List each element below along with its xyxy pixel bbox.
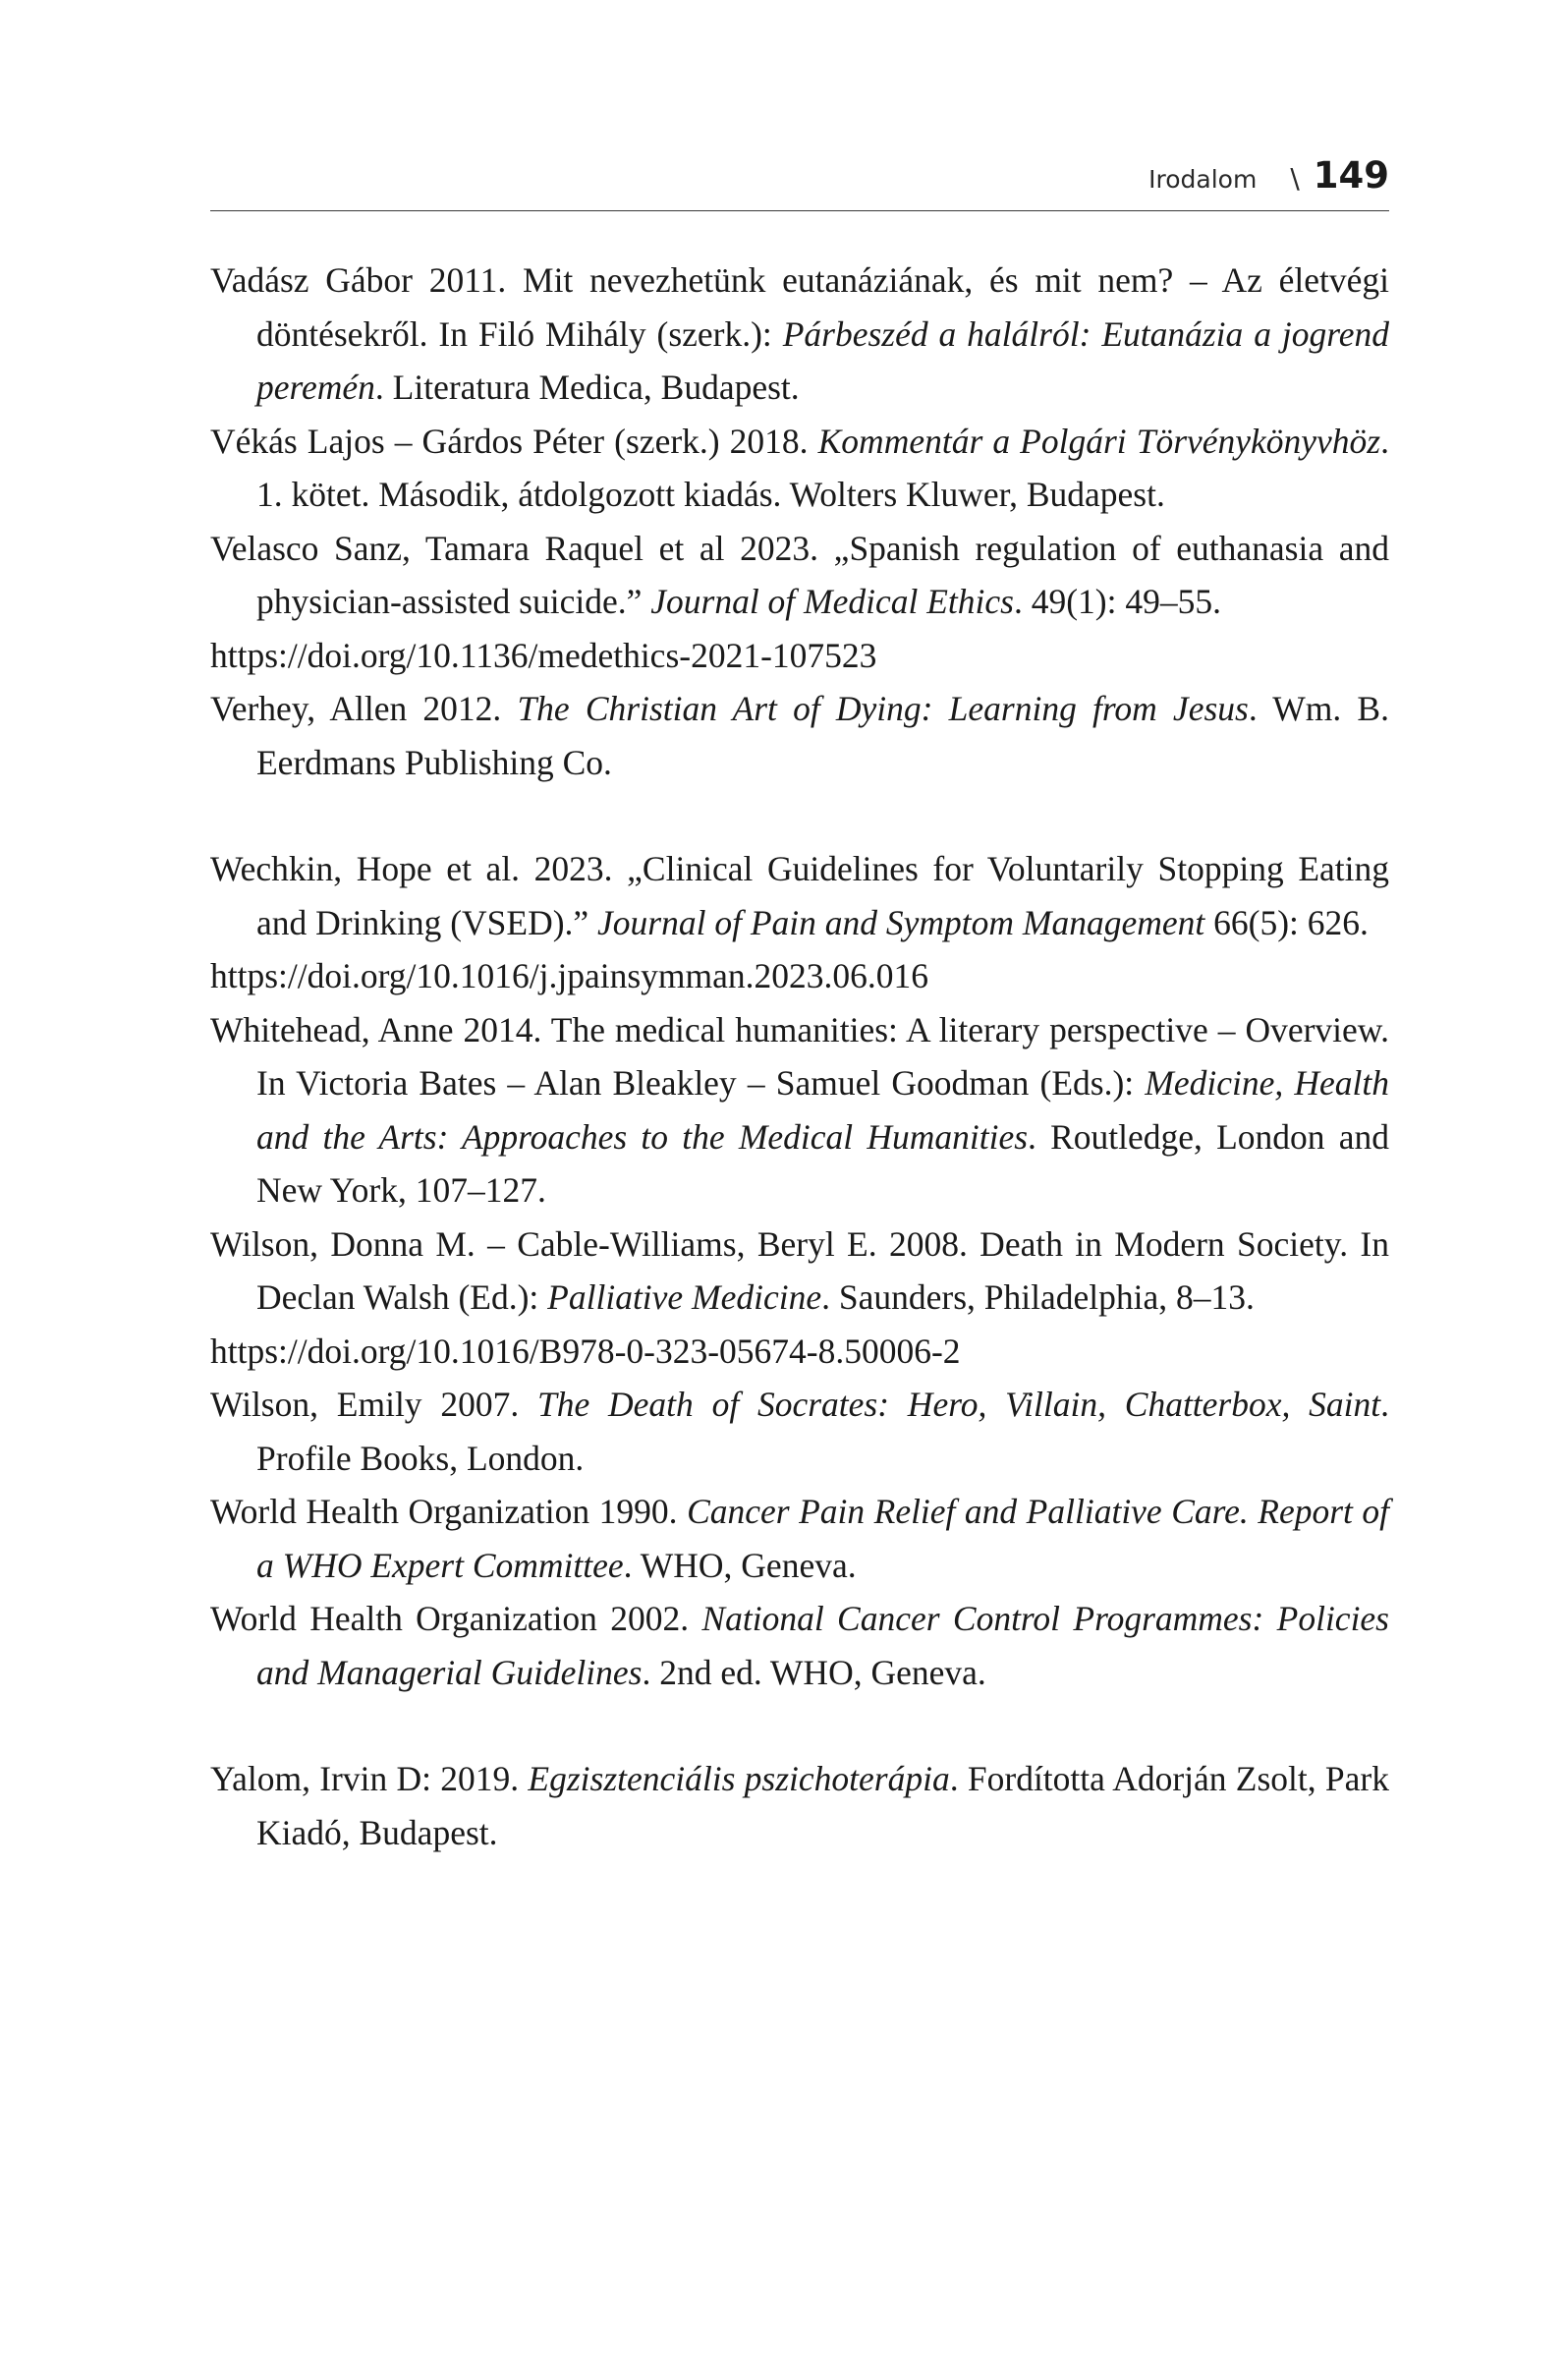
running-head-section: Irodalom: [1148, 165, 1258, 194]
bibliography-entry-verhey: [210, 682, 1389, 789]
entry-text: Yalom, Irvin D: 2019.: [210, 1759, 529, 1798]
entry-text: Wilson, Donna M. – Cable-Williams, Beryl E. 2008. Death in Modern Society. In Declan Walsh (Ed.):: [210, 1223, 1389, 1317]
bibliography-entry-vadasz: [210, 254, 1389, 415]
entry-text: . Saunders, Philadelphia, 8–13.: [821, 1277, 1255, 1317]
bibliography-entry-wilson-emily: [210, 1378, 1389, 1485]
entry-text: . Literatura Medica, Budapest.: [374, 368, 800, 407]
running-head-separator: \: [1290, 162, 1300, 195]
entry-title: Párbeszéd a halálról: Eutanázia a jogrend peremén: [256, 313, 1389, 407]
bibliography-entry-wechkin: [210, 842, 1389, 1003]
entry-text: . Profile Books, London.: [256, 1385, 1389, 1478]
entry-text: 66(5): 626.: [1204, 902, 1369, 942]
entry-text: World Health Organization 2002.: [210, 1599, 702, 1638]
entry-text: . 1. kötet. Második, átdolgozott kiadás. Wolters Kluwer, Budapest.: [256, 421, 1389, 514]
entry-text: . 2nd ed. WHO, Geneva.: [642, 1652, 986, 1692]
running-head-right: [1148, 154, 1389, 197]
entry-text: Verhey, Allen 2012.: [210, 689, 518, 728]
bibliography-entry-whitehead: [210, 1003, 1389, 1218]
running-head: [210, 138, 1389, 211]
entry-text: . WHO, Geneva.: [623, 1545, 857, 1585]
entry-title: The Death of Socrates: Hero, Villain, Chatterbox, Saint: [537, 1385, 1381, 1424]
entry-text: . Routledge, London and New York, 107–127.: [256, 1116, 1390, 1210]
bibliography-entry-yalom: [210, 1752, 1389, 1859]
entry-text: . 49(1): 49–55.: [1013, 582, 1221, 621]
bibliography-entry-vekas: [210, 415, 1389, 522]
entry-text: Whitehead, Anne 2014. The medical humanities: A literary perspective – Overview. In Victoria Bates – Alan Bleakley – Samuel Goodman (Eds.):: [210, 1009, 1389, 1103]
entry-text: Wechkin, Hope et al. 2023. „Clinical Guidelines for Voluntarily Stopping Eating and Drinking (VSED).”: [210, 849, 1389, 942]
entry-title: The Christian Art of Dying: Learning from Jesus: [517, 689, 1249, 728]
entry-text: Vadász Gábor 2011. Mit nevezhetünk eutanáziának, és mit nem? – Az életvégi döntésekről. In Filó Mihály (szerk.):: [210, 260, 1389, 354]
entry-doi-link[interactable]: https://doi.org/10.1016/B978-0-323-05674-8.50006-2: [210, 1331, 961, 1371]
entry-title: Medicine, Health and the Arts: Approaches to the Medical Humanities: [256, 1063, 1390, 1157]
bibliography-entry-velasco: [210, 522, 1389, 683]
page-number: 149: [1313, 154, 1389, 197]
entry-text: World Health Organization 1990.: [210, 1492, 688, 1531]
entry-title: Palliative Medicine: [547, 1277, 822, 1317]
entry-text: . Wm. B. Eerdmans Publishing Co.: [256, 689, 1389, 782]
entry-text: . Fordította Adorján Zsolt, Park Kiadó, Budapest.: [256, 1759, 1389, 1852]
entry-text: Velasco Sanz, Tamara Raquel et al 2023. „Spanish regulation of euthanasia and physician-assisted suicide.”: [210, 528, 1389, 621]
bibliography-entry-wilson-donna: [210, 1218, 1389, 1379]
bibliography-entry-who-2002: [210, 1592, 1389, 1699]
letter-group-gap: [210, 1699, 1389, 1752]
entry-text: Wilson, Emily 2007.: [210, 1385, 537, 1424]
entry-title: Journal of Medical Ethics: [650, 582, 1014, 621]
entry-title: Cancer Pain Relief and Palliative Care. Report of a WHO Expert Committee: [256, 1492, 1389, 1585]
letter-group-gap: [210, 789, 1389, 842]
entry-doi-link[interactable]: https://doi.org/10.1016/j.jpainsymman.2023.06.016: [210, 956, 929, 995]
bibliography: [210, 254, 1389, 1859]
entry-title: National Cancer Control Programmes: Policies and Managerial Guidelines: [256, 1599, 1389, 1692]
bibliography-entry-who-1990: [210, 1485, 1389, 1592]
entry-doi-link[interactable]: https://doi.org/10.1136/medethics-2021-107523: [210, 635, 877, 675]
entry-title: Journal of Pain and Symptom Management: [597, 902, 1205, 942]
entry-title: Kommentár a Polgári Törvénykönyvhöz: [817, 421, 1381, 461]
entry-title: Egzisztenciális pszichoterápia: [528, 1759, 950, 1798]
entry-text: Vékás Lajos – Gárdos Péter (szerk.) 2018.: [210, 421, 818, 461]
